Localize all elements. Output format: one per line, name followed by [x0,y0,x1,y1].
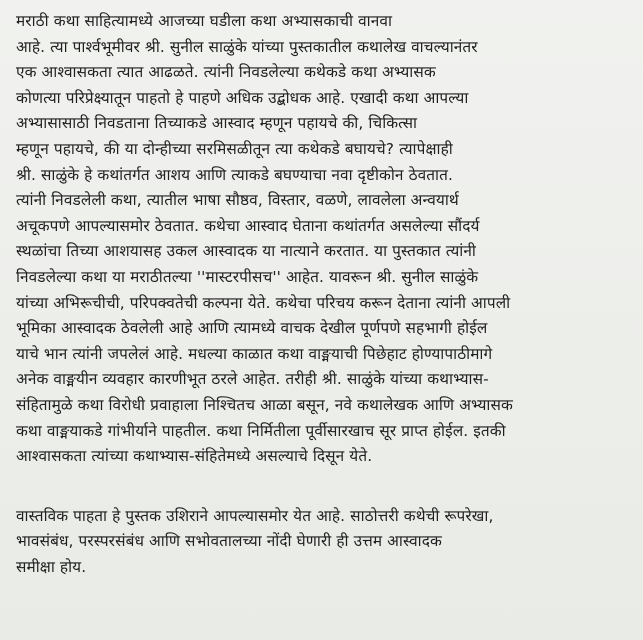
paragraph-spacer [16,470,633,504]
paragraph-2 [16,504,633,581]
paragraph-line: मराठी कथा साहित्यामध्ये आजच्या घडीला कथा अभ्यासकाची वानवा [16,12,393,30]
paragraph-line: संहितामुळे कथा विरोधी प्रवाहाला निश्चितच आळा बसून, नवे कथालेखक आणि अभ्यासक [16,395,513,414]
paragraph-line: आश्वासकता त्यांच्या कथाभ्यास-संहितेमध्ये असल्याचे दिसून येते. [16,447,373,466]
paragraph-line: कथा वाङ्मयाकडे गांभीर्याने पाहतील. कथा निर्मितीला पूर्वीसारखाच सूर प्राप्त होईल. इतकी [16,421,506,440]
paragraph-line: निवडलेल्या कथा या मराठीतल्या ''मास्टरपीसच'' आहेत. यावरून श्री. सुनील साळुंके [16,267,479,286]
paragraph-line: म्हणून पहायचे, की या दोन्हीच्या सरमिसळीतून त्या कथेकडे बघायचे? त्यापेक्षाही [16,139,453,158]
paragraph-line: समीक्षा होय. [16,557,87,576]
paragraph-line: अनेक वाङ्मयीन व्यवहार कारणीभूत ठरले आहेत. तरीही श्री. साळुंके यांच्या कथाभ्यास- [16,370,489,389]
paragraph-line: अचूकपणे आपल्यासमोर ठेवतात. कथेचा आस्वाद घेताना कथांतर्गत असलेल्या सौंदर्य [16,216,480,235]
paragraph-line: स्थळांचा तिच्या आशयासह उकल आस्वादक या नात्याने करतात. या पुस्तकात त्यांनी [16,242,476,261]
paragraph-line: अभ्यासासाठी निवडताना तिच्याकडे आस्वाद म्हणून पहायचे की, चिकित्सा [16,114,418,133]
paragraph-line: आहे. त्या पार्श्वभूमीवर श्री. सुनील साळुंके यांच्या पुस्तकातील कथालेख वाचल्यानंतर [16,37,478,56]
paragraph-1 [16,9,633,470]
paragraph-line: श्री. साळुंके हे कथांतर्गत आशय आणि त्याकडे बघण्याचा नवा दृष्टीकोन ठेवतात. [16,165,453,184]
paragraph-line: याचे भान त्यांनी जपलेलं आहे. मधल्या काळात कथा वाङ्मयाची पिछेहाट होण्यापाठीमागे [16,344,493,363]
paragraph-line: कोणत्या परिप्रेक्ष्यातून पाहतो हे पाहणे अधिक उद्बोधक आहे. एखादी कथा आपल्या [16,88,469,107]
paragraph-line: यांच्या अभिरूचीची, परिपक्वतेची कल्पना येते. कथेचा परिचय करून देताना त्यांनी आपली [16,293,511,312]
paragraph-line: त्यांनी निवडलेली कथा, त्यातील भाषा सौष्ठव, विस्तार, वळणे, लावलेला अन्वयार्थ [16,191,459,210]
paragraph-line: भूमिका आस्वादक ठेवलेली आहे आणि त्यामध्ये वाचक देखील पूर्णपणे सहभागी होईल [16,319,488,338]
paragraph-line: भावसंबंध, परस्परसंबंध आणि सभोवतालच्या नोंदी घेणारी ही उत्तम आस्वादक [16,532,442,551]
paragraph-line: एक आश्वासकता त्यात आढळते. त्यांनी निवडलेल्या कथेकडे कथा अभ्यासक [16,63,436,82]
paragraph-line: वास्तविक पाहता हे पुस्तक उशिराने आपल्यासमोर येत आहे. साठोत्तरी कथेची रूपरेखा, [16,506,494,525]
